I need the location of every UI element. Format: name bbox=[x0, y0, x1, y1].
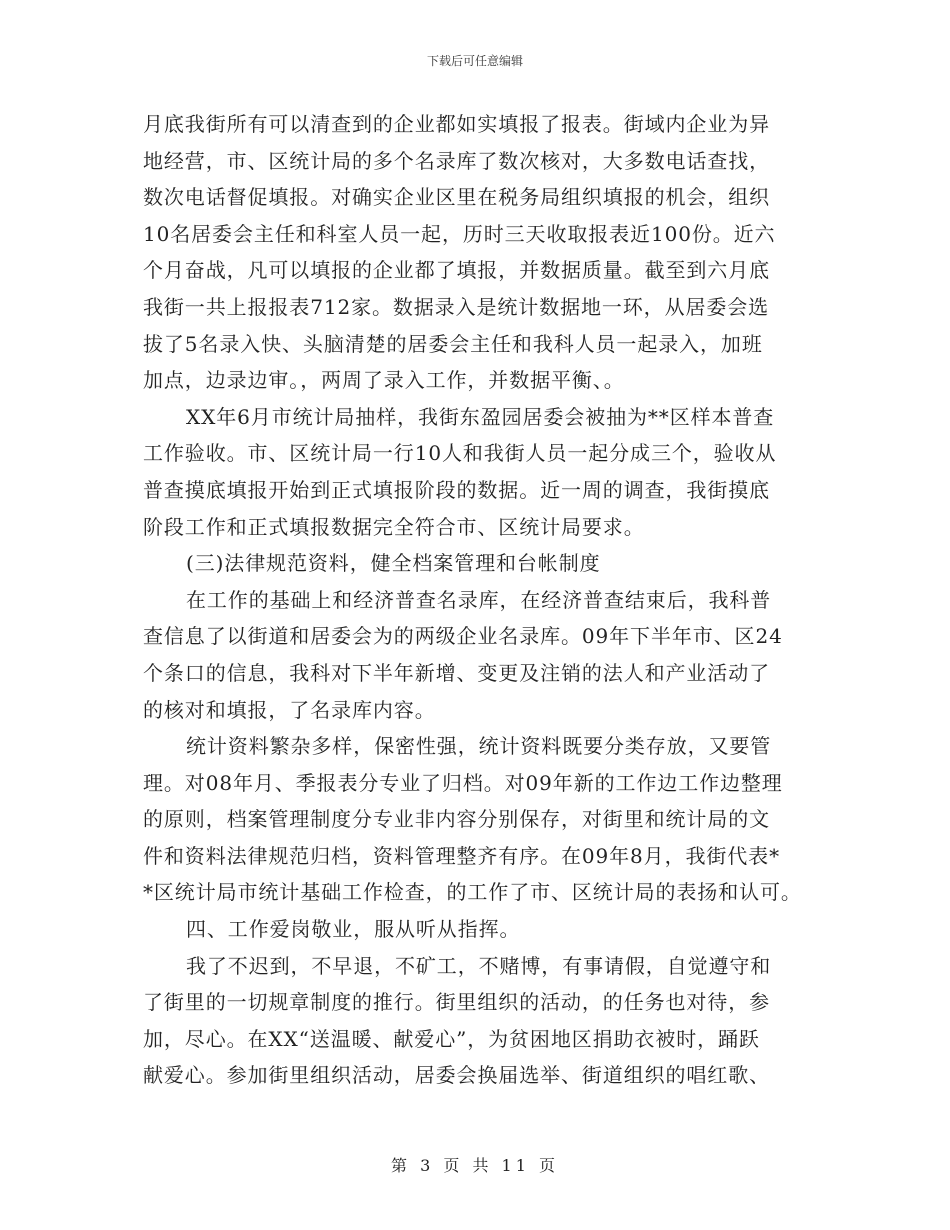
text-line: 的原则，档案管理制度分专业非内容分别保存，对街里和统计局的文 bbox=[143, 807, 770, 832]
text-line: 加，尽心。在XX“送温暖、献爱心”，为贫困地区捐助衣被时，踊跃 bbox=[143, 1026, 760, 1051]
section-heading: 四、工作爱岗敬业，服从听从指挥。 bbox=[186, 917, 521, 942]
text-line: 10名居委会主任和科室人员一起，历时三天收取报表近100份。近六 bbox=[143, 221, 776, 246]
page-number-footer: 第 3 页 共 11 页 bbox=[391, 1156, 559, 1175]
text-line: 理。对08年月、季报表分专业了归档。对09年新的工作边工作边整理 bbox=[143, 770, 783, 795]
text-line: *区统计局市统计基础工作检查，的工作了市、区统计局的表扬和认可。 bbox=[143, 880, 802, 905]
text-line: 查信息了以街道和居委会为的两级企业名录库。09年下半年市、区24 bbox=[143, 624, 783, 649]
paragraph-first-line: 统计资料繁杂多样，保密性强，统计资料既要分类存放，又要管 bbox=[186, 734, 772, 759]
paragraph-first-line: 我了不迟到，不早退，不矿工，不赌博，有事请假，自觉遵守和 bbox=[186, 953, 772, 978]
text-line: 月底我街所有可以清查到的企业都如实填报了报表。街域内企业为异 bbox=[143, 112, 770, 136]
text-line: 献爱心。参加街里组织活动，居委会换届选举、街道组织的唱红歌、 bbox=[143, 1063, 770, 1088]
text-line: 件和资料法律规范归档，资料管理整齐有序。在09年8月，我街代表* bbox=[143, 843, 780, 868]
text-line: 工作验收。市、区统计局一行10人和我街人员一起分成三个，验收从 bbox=[143, 441, 777, 466]
text-line: 地经营，市、区统计局的多个名录库了数次核对，大多数电话查找， bbox=[143, 148, 770, 173]
text-line: 数次电话督促填报。对确实企业区里在税务局组织填报的机会，组织 bbox=[143, 185, 770, 210]
text-line: 个月奋战，凡可以填报的企业都了填报，并数据质量。截至到六月底 bbox=[143, 258, 770, 283]
text-line: 我街一共上报报表712家。数据录入是统计数据地一环，从居委会选 bbox=[143, 294, 770, 319]
text-line: 加点，边录边审。，两周了录入工作，并数据平衡、。 bbox=[143, 368, 625, 393]
text-line: 阶段工作和正式填报数据完全符合市、区统计局要求。 bbox=[143, 514, 645, 539]
section-heading: (三)法律规范资料，健全档案管理和台帐制度 bbox=[186, 551, 601, 576]
text-line: 普查摸底填报开始到正式填报阶段的数据。近一周的调查，我街摸底 bbox=[143, 477, 770, 502]
text-line: 拔了5名录入快、头脑清楚的居委会主任和我科人员一起录入，加班 bbox=[143, 331, 763, 356]
page-header: 下载后可任意编辑 bbox=[426, 54, 523, 68]
text-line: 了街里的一切规章制度的推行。街里组织的活动，的任务也对待，参 bbox=[143, 990, 770, 1015]
paragraph-first-line: 在工作的基础上和经济普查名录库，在经济普查结束后，我科普 bbox=[186, 587, 772, 612]
document-body bbox=[143, 106, 823, 1094]
text-line: 个条口的信息，我科对下半年新增、变更及注销的法人和产业活动了 bbox=[143, 660, 770, 685]
paragraph-first-line: XX年6月市统计局抽样，我街东盈园居委会被抽为**区样本普查 bbox=[186, 404, 775, 429]
text-line: 的核对和填报，了名录库内容。 bbox=[143, 697, 436, 722]
